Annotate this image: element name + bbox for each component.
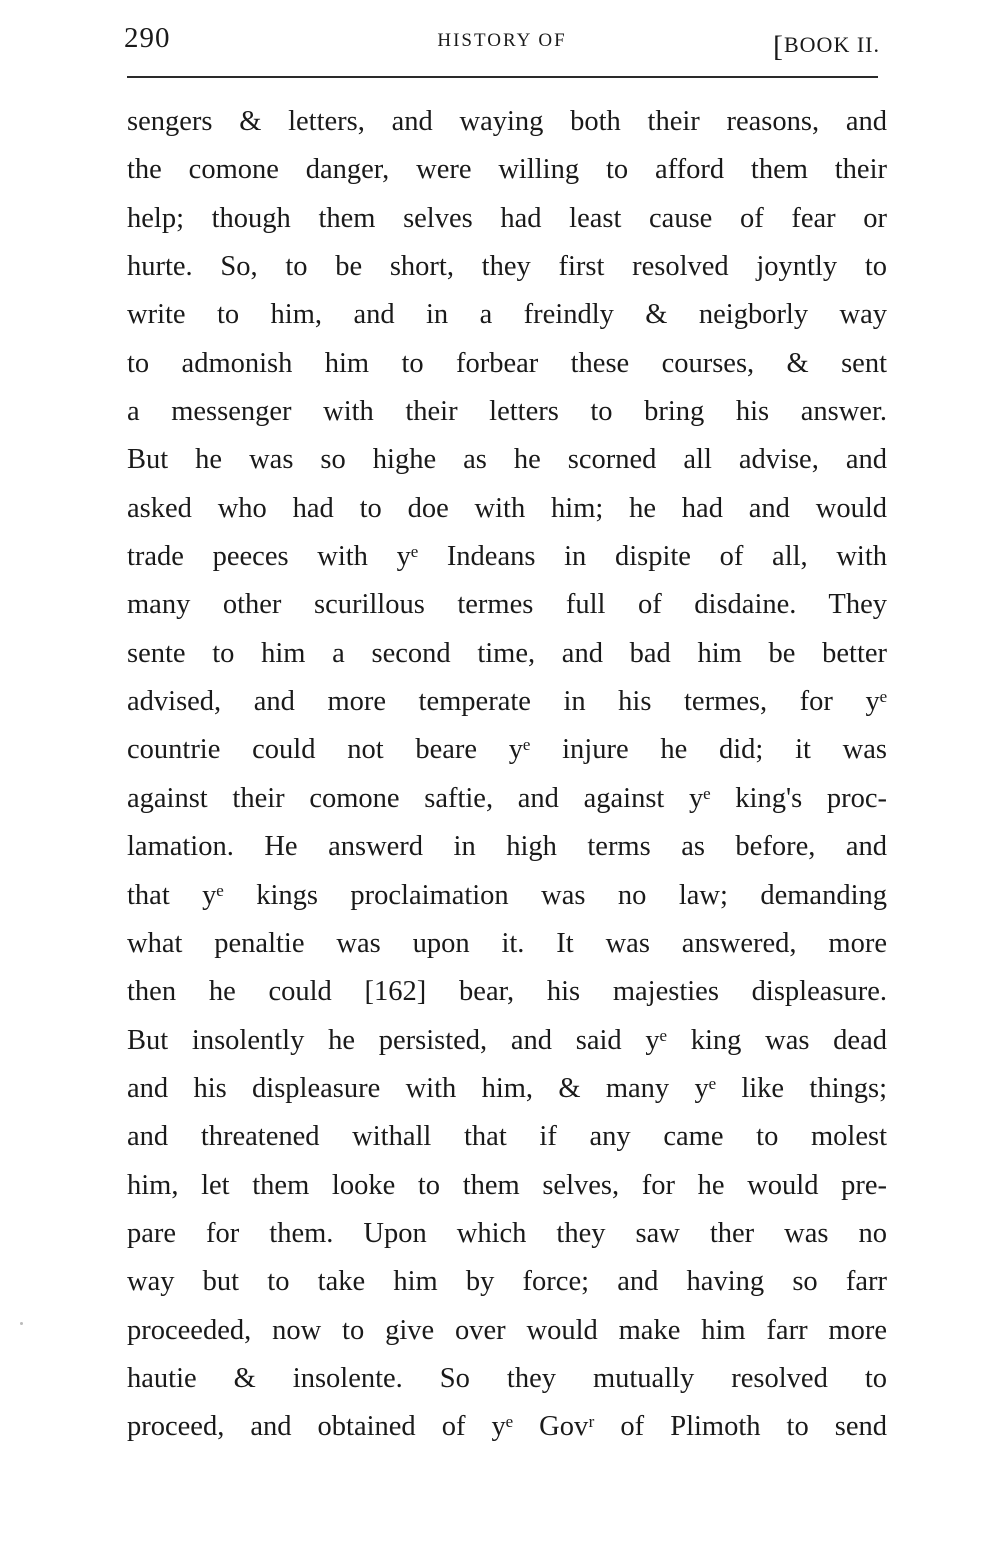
text-line: sengers & letters, and waying both their reasons, and bbox=[127, 106, 887, 137]
text-line: proceeded, now to give over would make him farr more bbox=[127, 1314, 887, 1346]
text-line: trade peeces with yᵉ Indeans in dispite of all, with bbox=[127, 541, 887, 573]
text-line: sente to him a second time, and bad him be better bbox=[127, 637, 887, 669]
text-line: countrie could not beare yᵉ injure he did; it was bbox=[127, 734, 887, 766]
book-bracket: [ bbox=[773, 30, 784, 63]
text-line: what penaltie was upon it. It was answered, more bbox=[127, 927, 887, 959]
text-line: then he could [162] bear, his majesties displeasure. bbox=[127, 976, 887, 1008]
book-label: BOOK II. bbox=[784, 32, 880, 57]
text-line: and threatened withall that if any came to molest bbox=[127, 1121, 887, 1153]
text-line: many other scurillous termes full of disdaine. They bbox=[127, 589, 887, 621]
page-header bbox=[124, 22, 880, 63]
running-title: HISTORY OF bbox=[437, 30, 567, 51]
text-line: way but to take him by force; and having so farr bbox=[127, 1266, 887, 1298]
text-line: lamation. He answerd in high terms as before, and bbox=[127, 831, 887, 863]
page-number: 290 bbox=[124, 22, 171, 54]
text-line: advised, and more temperate in his termes, for yᵉ bbox=[127, 686, 887, 718]
text-line: and his displeasure with him, & many yᵉ like things; bbox=[127, 1072, 887, 1104]
text-line: him, let them looke to them selves, for he would pre- bbox=[127, 1169, 887, 1201]
text-line: hurte. So, to be short, they first resolved joyntly to bbox=[127, 251, 887, 283]
text-line: pare for them. Upon which they saw ther was no bbox=[127, 1217, 887, 1249]
book-reference bbox=[773, 26, 880, 63]
margin-speck bbox=[20, 1322, 23, 1325]
text-line: against their comone saftie, and against yᵉ king's proc- bbox=[127, 782, 887, 814]
text-line: help; though them selves had least cause of fear or bbox=[127, 202, 887, 234]
text-line: proceed, and obtained of yᵉ Govʳ of Plimoth to send bbox=[127, 1411, 887, 1443]
text-line: write to him, and in a freindly & neigborly way bbox=[127, 299, 887, 331]
text-line: to admonish him to forbear these courses, & sent bbox=[127, 347, 887, 379]
text-line: But he was so highe as he scorned all advise, and bbox=[127, 444, 887, 476]
header-rule bbox=[127, 76, 878, 78]
text-line: hautie & insolente. So they mutually resolved to bbox=[127, 1362, 887, 1394]
text-line: asked who had to doe with him; he had and would bbox=[127, 492, 887, 524]
text-line: a messenger with their letters to bring his answer. bbox=[127, 396, 887, 428]
body-text bbox=[127, 98, 887, 1452]
text-line: But insolently he persisted, and said yᵉ king was dead bbox=[127, 1024, 887, 1056]
text-line: the comone danger, were willing to afford them their bbox=[127, 154, 887, 186]
text-line: that yᵉ kings proclaimation was no law; demanding bbox=[127, 879, 887, 911]
